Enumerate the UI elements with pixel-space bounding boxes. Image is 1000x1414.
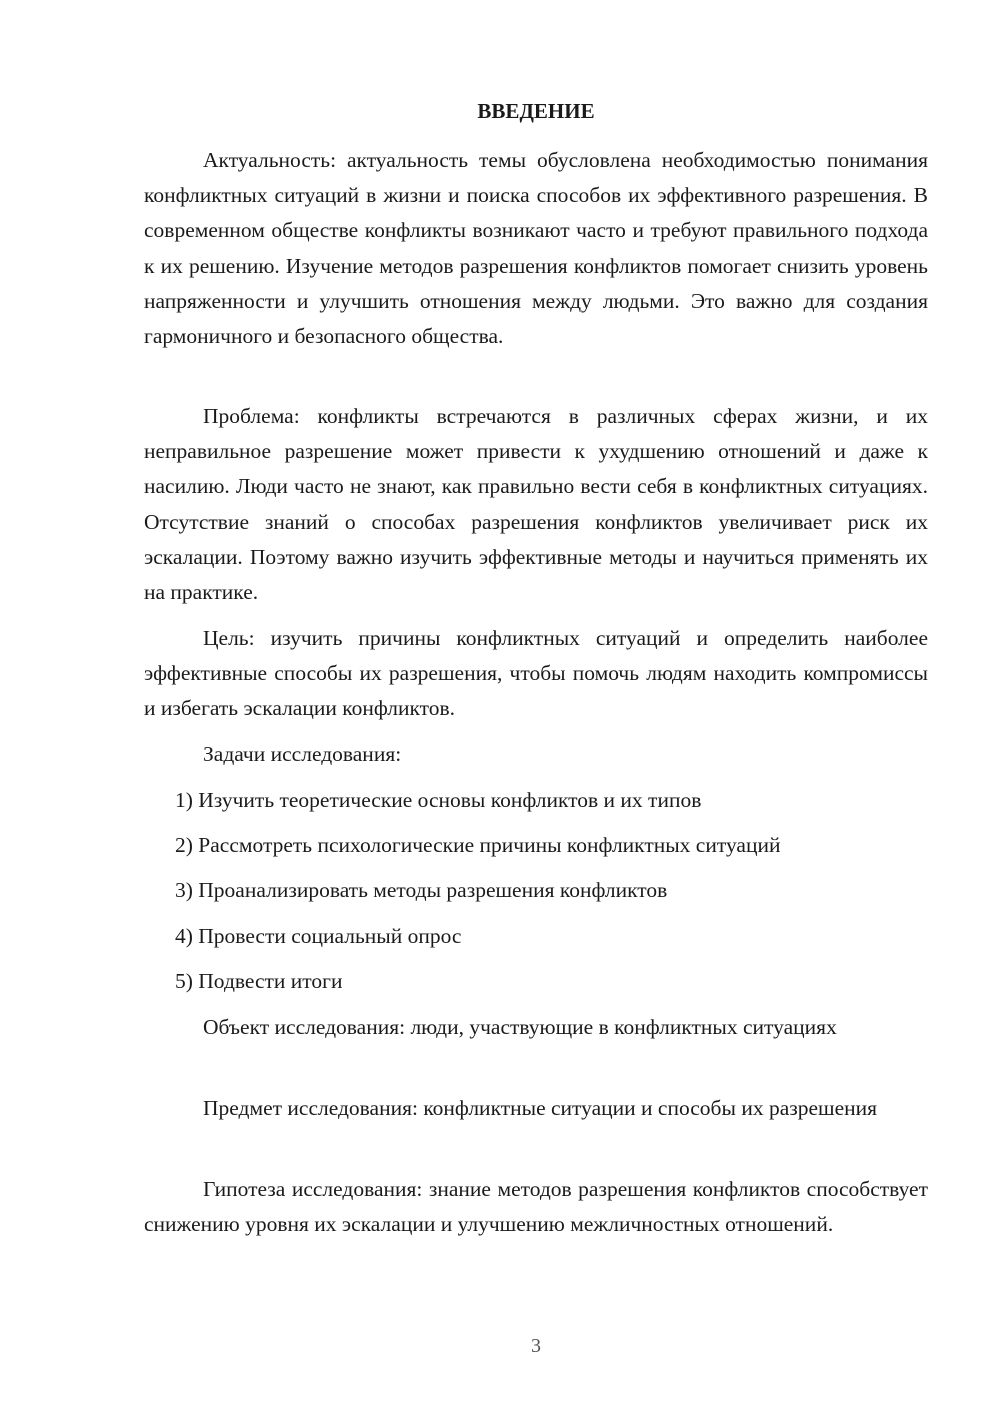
paragraph-relevance: Актуальность: актуальность темы обусловлена необходимостью понимания конфликтных ситуаций в жизни и поиска способов их эффективного разрешения. В современном обществе конфликты возникают часто и требуют правильного подхода к их решению. Изучение методов разрешения конфликтов помогает снизить уровень напряженности и улучшить отношения между людьми. Это важно для создания гармоничного и безопасного общества. bbox=[144, 148, 928, 349]
paragraph-hypothesis: Гипотеза исследования: знание методов разрешения конфликтов способствует снижению уровня их эскалации и улучшению межличностных отношений. bbox=[144, 1177, 928, 1237]
paragraph-object: Объект исследования: люди, участвующие в конфликтных ситуациях bbox=[203, 1015, 837, 1039]
list-item: 1) Изучить теоретические основы конфликтов и их типов bbox=[175, 788, 702, 812]
tasks-heading: Задачи исследования: bbox=[203, 742, 402, 766]
list-item: 3) Проанализировать методы разрешения конфликтов bbox=[175, 878, 668, 902]
page-title: ВВЕДЕНИЕ bbox=[477, 99, 595, 123]
paragraph-goal: Цель: изучить причины конфликтных ситуаций и определить наиболее эффективные способы их разрешения, чтобы помочь людям находить компромиссы и избегать эскалации конфликтов. bbox=[144, 626, 928, 721]
paragraph-problem: Проблема: конфликты встречаются в различных сферах жизни, и их неправильное разрешение может привести к ухудшению отношений и даже к насилию. Люди часто не знают, как правильно вести себя в конфликтных ситуациях. Отсутствие знаний о способах разрешения конфликтов увеличивает риск их эскалации. Поэтому важно изучить эффективные методы и научиться применять их на практике. bbox=[144, 404, 928, 605]
page-number: 3 bbox=[531, 1335, 541, 1357]
list-item: 2) Рассмотреть психологические причины конфликтных ситуаций bbox=[175, 833, 781, 857]
list-item: 4) Провести социальный опрос bbox=[175, 924, 462, 948]
paragraph-subject: Предмет исследования: конфликтные ситуации и способы их разрешения bbox=[203, 1096, 878, 1120]
list-item: 5) Подвести итоги bbox=[175, 969, 343, 993]
